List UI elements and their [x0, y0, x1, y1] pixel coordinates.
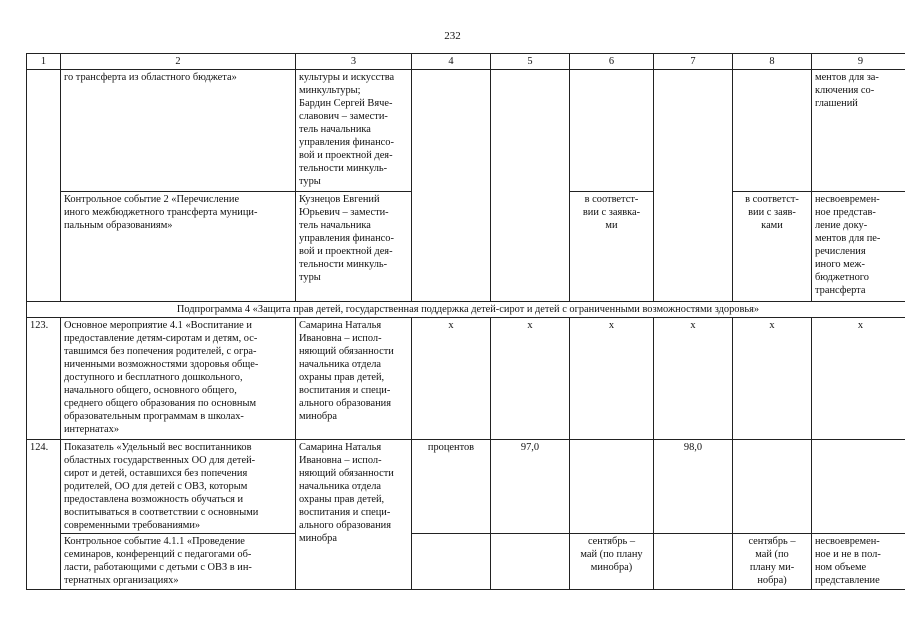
header-cell: 5 — [491, 54, 570, 70]
mark-cell: x — [733, 318, 812, 440]
empty-cell — [412, 534, 491, 590]
page-number: 232 — [444, 30, 461, 42]
empty-cell — [812, 440, 905, 534]
table-row — [27, 440, 905, 534]
row-description: Контрольное событие 2 «Перечисление иного межбюджетного трансферта муници- пальным образованиям» — [61, 192, 296, 302]
mark-cell: x — [491, 318, 570, 440]
subprogram-row — [27, 302, 905, 318]
row-responsible: культуры и искусства минкультуры; Бардин Сергей Вяче- славович – замести- тель начальника управления финансо- вой и проектной дея- тельности минкуль- туры — [296, 70, 412, 192]
table-row — [27, 534, 905, 590]
header-cell: 3 — [296, 54, 412, 70]
mark-cell: x — [654, 318, 733, 440]
row-unit: процентов — [412, 440, 491, 534]
document-table — [26, 53, 905, 590]
table-row — [27, 318, 905, 440]
empty-cell — [654, 70, 733, 302]
empty-cell — [733, 440, 812, 534]
row-responsible: Кузнецов Евгений Юрьевич – замести- тель начальника управления финансо- вой и проектной дея- тельности минкуль- туры — [296, 192, 412, 302]
header-cell: 6 — [570, 54, 654, 70]
empty-cell — [570, 440, 654, 534]
row-description: Показатель «Удельный вес воспитанников областных государственных ОО для детей- сирот и детей, оставшихся без попечения родителей, ОО для детей с ОВЗ, которым предоставлена возможность обучаться и воспитываться в соответствии с основными современными требованиями» — [61, 440, 296, 534]
mark-cell: x — [812, 318, 905, 440]
header-cell: 7 — [654, 54, 733, 70]
header-cell: 8 — [733, 54, 812, 70]
row-number: 124. — [27, 440, 61, 590]
header-row — [27, 54, 905, 70]
row-number — [27, 70, 61, 302]
subprogram-title: Подпрограмма 4 «Защита прав детей, государственная поддержка детей-сирот и детей с ограниченными возможностями здоровья» — [27, 302, 905, 318]
row-responsible: Самарина Наталья Ивановна – испол- няющий обязанности начальника отдела охраны прав детей, воспитания и специ- ального образования минобра — [296, 440, 412, 590]
row-number: 123. — [27, 318, 61, 440]
header-cell: 2 — [61, 54, 296, 70]
row-responsible: Самарина Наталья Ивановна – испол- няющий обязанности начальника отдела охраны прав детей, воспитания и специ- ального образования минобра — [296, 318, 412, 440]
row-risk: несвоевремен- ное и не в пол- ном объеме представление — [812, 534, 905, 590]
row-value: 98,0 — [654, 440, 733, 534]
header-cell: 4 — [412, 54, 491, 70]
mark-cell: x — [570, 318, 654, 440]
header-cell: 1 — [27, 54, 61, 70]
row-risk: несвоевремен- ное представ- ление доку- ментов для пе- речисления иного меж- бюджетного трансферта — [812, 192, 905, 302]
row-deadline: сентябрь – май (по плану минобра) — [570, 534, 654, 590]
row-value: 97,0 — [491, 440, 570, 534]
empty-cell — [570, 70, 654, 192]
row-deadline: сентябрь – май (по плану ми- нобра) — [733, 534, 812, 590]
empty-cell — [412, 70, 491, 302]
row-description: Контрольное событие 4.1.1 «Проведение семинаров, конференций с педагогами об- ласти, работающими с детьми с ОВЗ в ин- тернатных организациях» — [61, 534, 296, 590]
row-description: го трансферта из областного бюджета» — [61, 70, 296, 192]
empty-cell — [491, 534, 570, 590]
empty-cell — [654, 534, 733, 590]
header-cell: 9 — [812, 54, 905, 70]
row-deadline: в соответст- вии с заявка- ми — [570, 192, 654, 302]
table-row — [27, 70, 905, 192]
empty-cell — [491, 70, 570, 302]
empty-cell — [733, 70, 812, 192]
mark-cell: x — [412, 318, 491, 440]
row-risk: ментов для за- ключения со- глашений — [812, 70, 905, 192]
row-description: Основное мероприятие 4.1 «Воспитание и предоставление детям-сиротам и детям, ос- тавшимся без попечения родителей, с огра- ниченными возможностями здоровья обще- доступного и бесплатного дошкольного, начального общего, основного общего, среднего общего образования по основным образовательным программам в школах- интернатах» — [61, 318, 296, 440]
row-deadline: в соответст- вии с заяв- ками — [733, 192, 812, 302]
